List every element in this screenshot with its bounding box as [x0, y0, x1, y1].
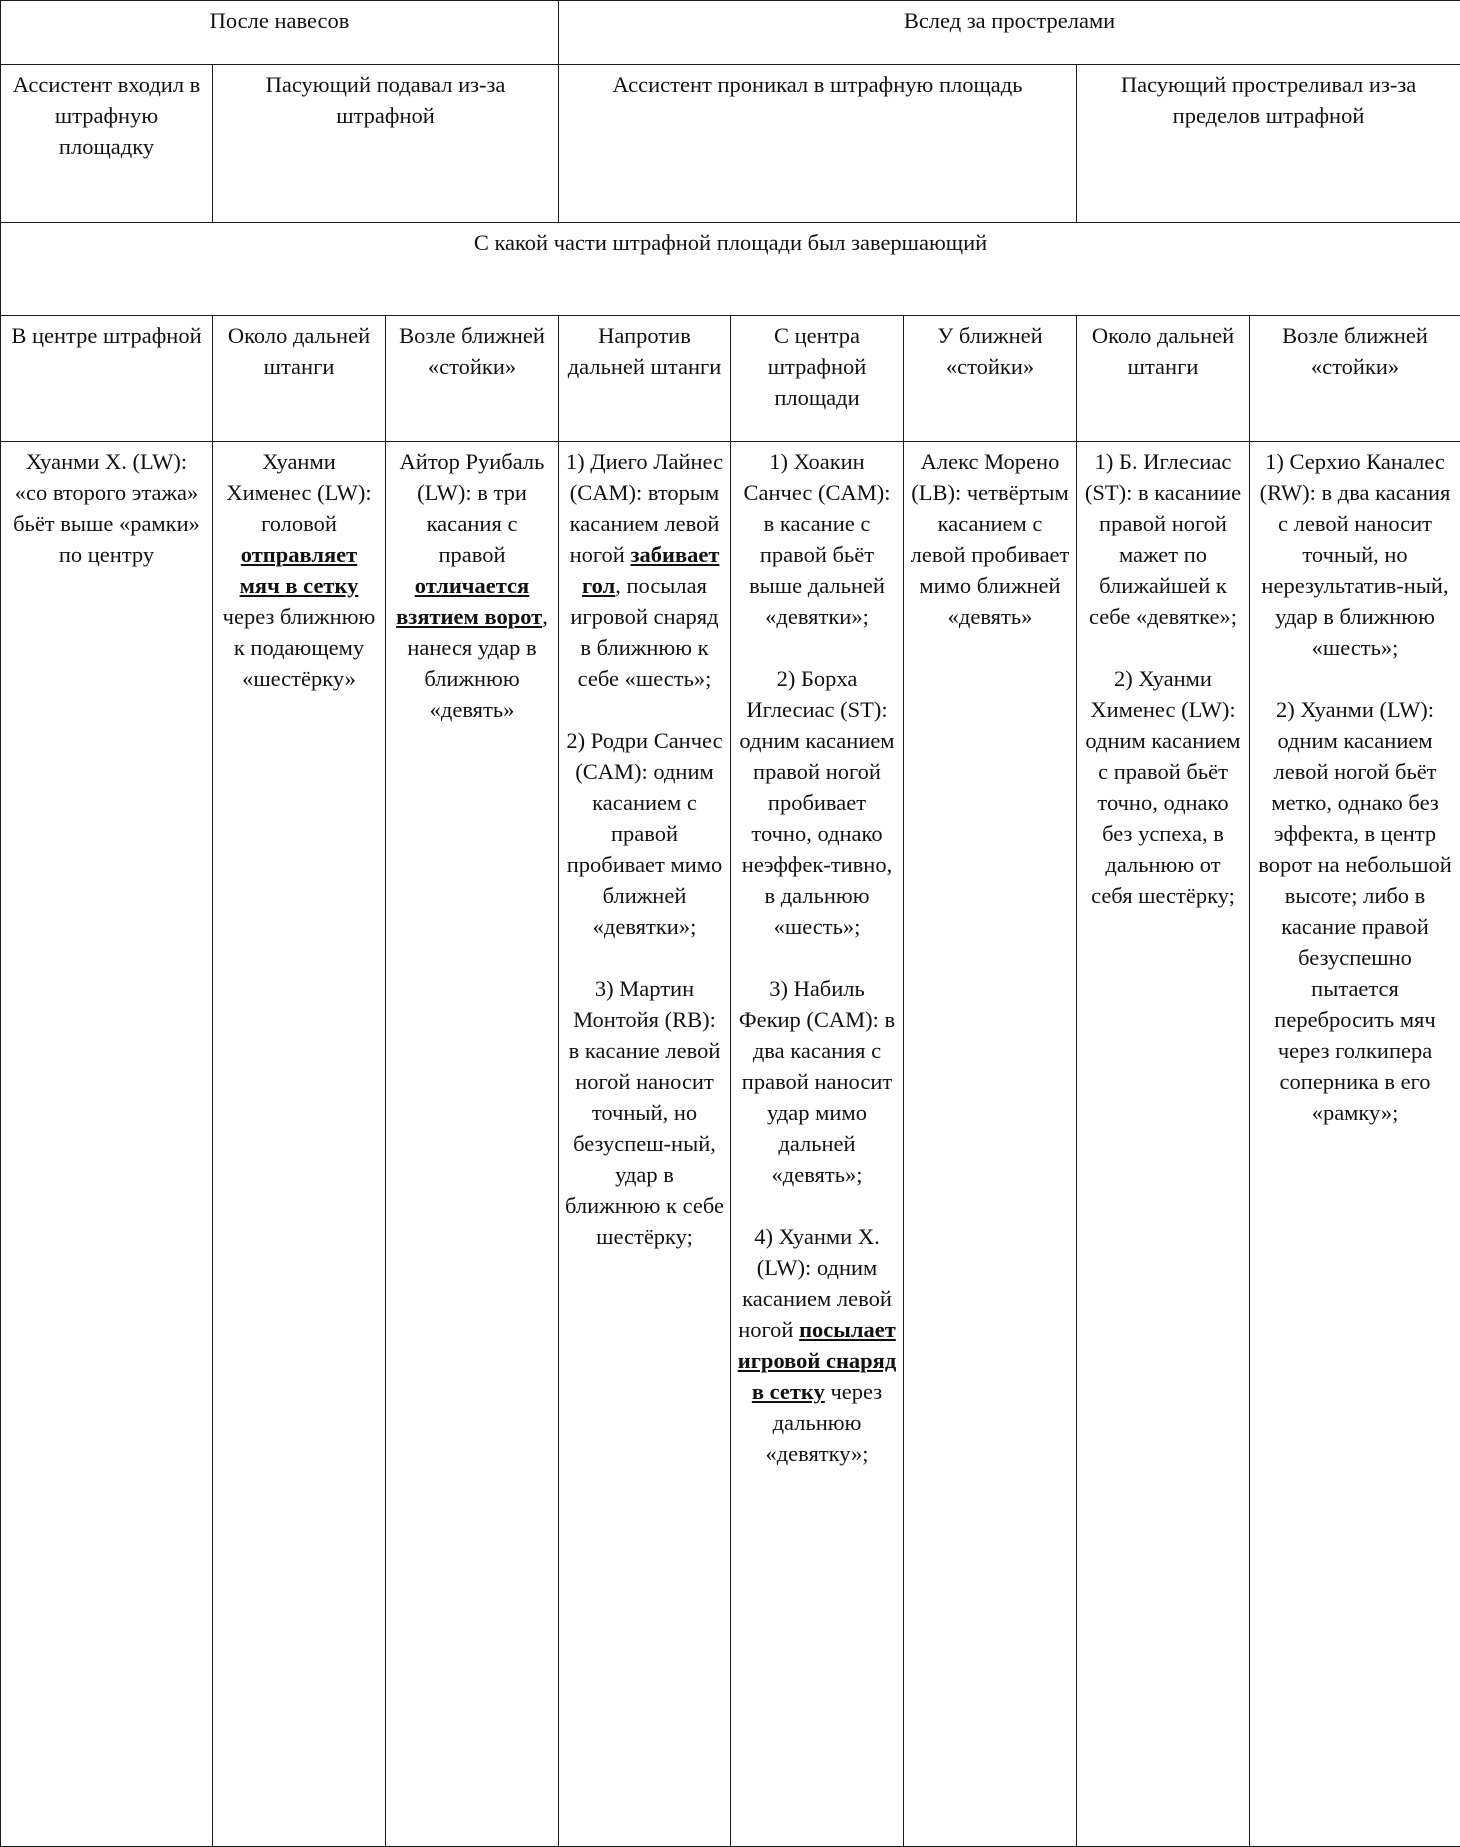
goal-highlight: забивает гол	[582, 542, 719, 598]
section-title-row	[1, 223, 1460, 316]
entry: 2) Борха Иглесиас (ST): одним касанием правой ногой пробивает точно, однако неэффек-тивно, в дальнюю «шесть»;	[737, 663, 897, 942]
column-header: Около дальней штанги	[1077, 316, 1250, 442]
subheader-assistant-entered-box: Ассистент проникал в штрафную площадь	[559, 65, 1077, 223]
entry: 1) Хоакин Санчес (CAM): в касание с правой бьёт выше дальней «девятки»;	[737, 446, 897, 632]
subheader-assistant-entered-small-box: Ассистент входил в штрафную площадку	[1, 65, 213, 223]
entry: Айтор Руибаль (LW): в три касания с правой отличается взятием ворот, нанеся удар в ближнюю «девять»	[392, 446, 552, 725]
subheader-passer-cutback-outside-box: Пасующий простреливал из-за пределов штрафной	[1077, 65, 1460, 223]
column-header: Возле ближней «стойки»	[1250, 316, 1460, 442]
entry: Алекс Морено (LB): четвёртым касанием с левой пробивает мимо ближней «девять»	[910, 446, 1070, 632]
content-row	[1, 442, 1460, 1847]
cell-opposite-far-post	[559, 442, 731, 1847]
entry: 1) Б. Иглесиас (ST): в касаниие правой ногой мажет по ближайшей к себе «девятке»;	[1083, 446, 1243, 632]
subheader-passer-delivered-outside-box: Пасующий подавал из-за штрафной	[213, 65, 559, 223]
header-after-cutbacks: Вслед за прострелами	[559, 1, 1460, 65]
column-header: С центра штрафной площади	[731, 316, 904, 442]
header-after-crosses: После навесов	[1, 1, 559, 65]
goal-highlight: отправляет мяч в сетку	[240, 542, 359, 598]
entry: 3) Набиль Фекир (CAM): в два касания с правой наносит удар мимо дальней «девять»;	[737, 973, 897, 1190]
column-header: Напротив дальней штанги	[559, 316, 731, 442]
entry: 4) Хуанми Х. (LW): одним касанием левой ногой посылает игровой снаряд в сетку через дальнюю «девятку»;	[737, 1221, 897, 1469]
entry: 2) Хуанми (LW): одним касанием левой ногой бьёт метко, однако без эффекта, в центр ворот на небольшой высоте; либо в касание правой безуспешно пытается перебросить мяч через голкипера соперника в его «рамку»;	[1256, 694, 1454, 1128]
cell-near-post-cutbacks-2	[1250, 442, 1460, 1847]
column-header-row	[1, 316, 1460, 442]
entry: 2) Родри Санчес (CAM): одним касанием с правой пробивает мимо ближней «девятки»;	[565, 725, 724, 942]
entry: 3) Мартин Монтойя (RB): в касание левой ногой наносит точный, но безуспеш-ный, удар в ближнюю к себе шестёрку;	[565, 973, 724, 1252]
subheader-row	[1, 65, 1460, 223]
entry: 1) Серхио Каналес (RW): в два касания с левой наносит точный, но нерезультатив-ный, удар в ближнюю «шесть»;	[1256, 446, 1454, 663]
cell-far-post-crosses	[213, 442, 386, 1847]
cell-near-post-cutbacks	[904, 442, 1077, 1847]
cell-near-post-crosses	[386, 442, 559, 1847]
goal-highlight: отличается взятием ворот	[396, 573, 542, 629]
cell-center-box	[1, 442, 213, 1847]
column-header: У ближней «стойки»	[904, 316, 1077, 442]
column-header: Возле ближней «стойки»	[386, 316, 559, 442]
cell-far-post-cutbacks	[1077, 442, 1250, 1847]
column-header: В центре штрафной	[1, 316, 213, 442]
goal-highlight: посылает игровой снаряд в сетку	[738, 1317, 897, 1404]
entry: Хуанми Х. (LW): «со второго этажа» бьёт выше «рамки» по центру	[7, 446, 206, 570]
section-title: С какой части штрафной площади был завершающий	[1, 223, 1460, 316]
entry: Хуанми Хименес (LW): головой отправляет мяч в сетку через ближнюю к подающему «шестёрку»	[219, 446, 379, 694]
header-row	[1, 1, 1460, 65]
entry: 2) Хуанми Хименес (LW): одним касанием с правой бьёт точно, однако без успеха, в дальнюю от себя шестёрку;	[1083, 663, 1243, 911]
entry: 1) Диего Лайнес (CAM): вторым касанием левой ногой забивает гол, посылая игровой снаряд в ближнюю к себе «шесть»;	[565, 446, 724, 694]
cell-center-of-box	[731, 442, 904, 1847]
column-header: Около дальней штанги	[213, 316, 386, 442]
